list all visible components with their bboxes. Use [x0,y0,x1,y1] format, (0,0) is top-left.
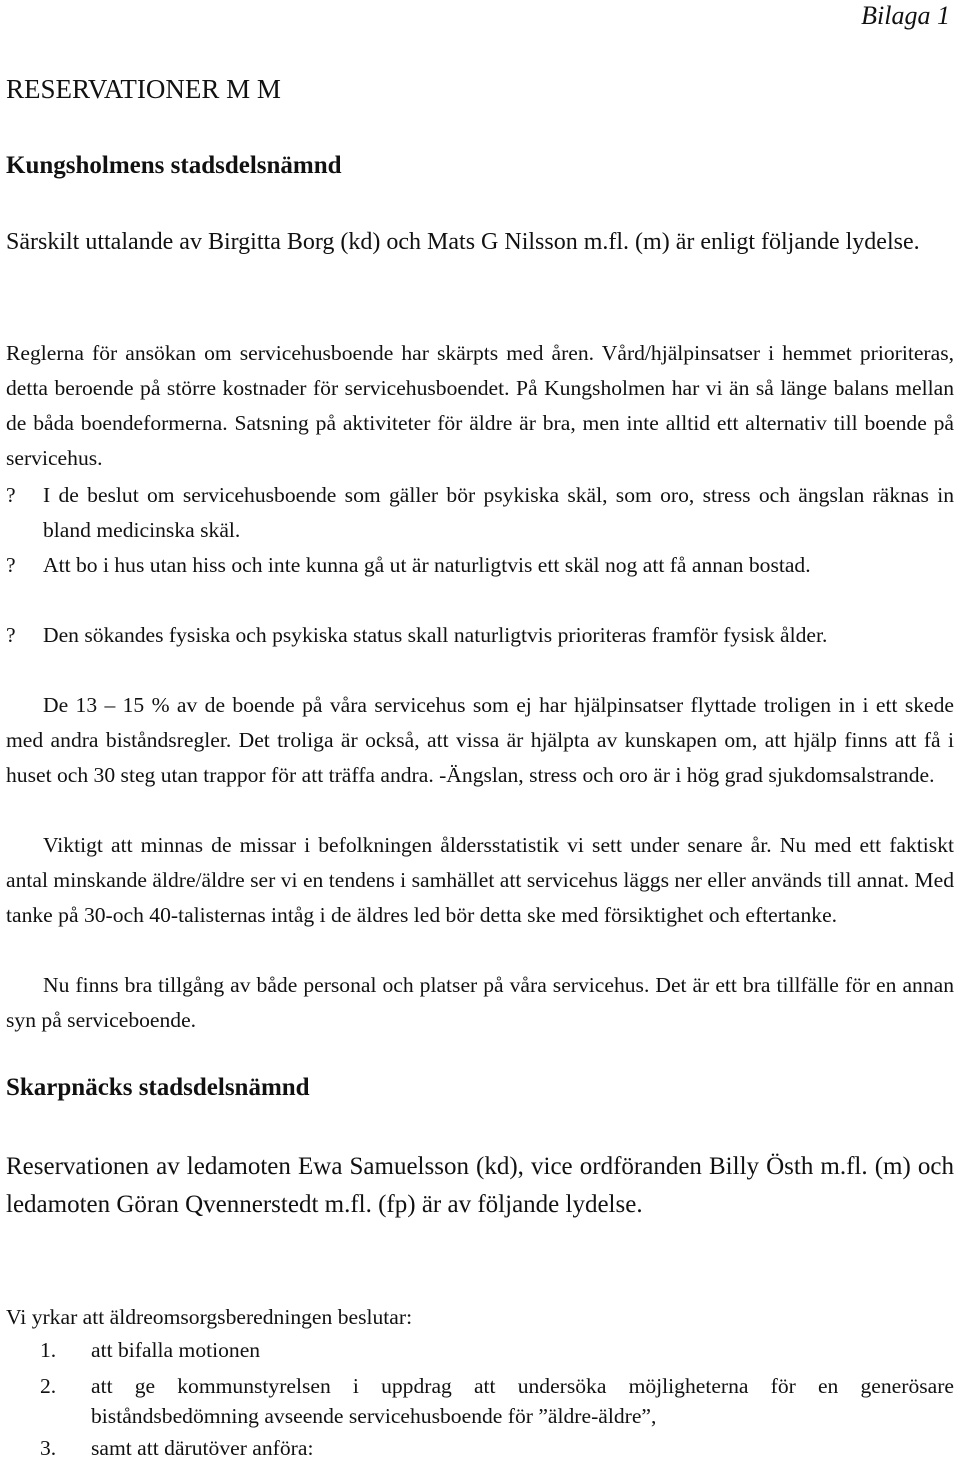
list-text: att bifalla motionen [91,1338,261,1362]
section-heading-kungsholmen: Kungsholmens stadsdelsnämnd [6,152,342,179]
list-item [40,1433,954,1463]
list-number: 1. [40,1338,57,1362]
bullet-marker: ? [6,553,16,577]
list-item [40,1335,954,1365]
body-paragraph-rules: Reglerna för ansökan om servicehusboende har skärpts med åren. Vård/hjälpinsatser i hemmet prioriteras, detta beroende på större kostnader för servicehusboendet. På Kungsholmen har vi än så länge balans mellan de båda boendeformerna. Satsning på aktiviteter för äldre är bra, men inte alltid ett alternativ till boende på servicehus. [6,341,954,470]
attachment-label: Bilaga 1 [861,1,950,30]
list-number: 3. [40,1436,57,1460]
list-text: samt att därutöver anföra: [91,1436,314,1460]
body-paragraph-residents: De 13 – 15 % av de boende på våra servicehus som ej har hjälpinsatser flyttade troligen in i ett skede med andra biståndsregler. Det troliga är också, att vissa är hjälpta av kunskapen om, att hjälp finns att få i huset och 30 steg utan trappor för att träffa andra. -Ängslan, stress och oro är i hög grad sjukdomsalstrande. [6,693,954,787]
bullet-text: I de beslut om servicehusboende som gäller bör psykiska skäl, som oro, stress och ängslan räknas in bland medicinska skäl. [43,483,954,542]
body-paragraph-statistics: Viktigt att minnas de missar i befolkningen åldersstatistik vi sett under senare år. Nu med ett faktiskt antal minskande äldre/äldre ser vi en tendens i samhället att servicehus läggs ner eller används till annat. Med tanke på 30-och 40-talisternas intåg i de äldres led bör detta ske med försiktighet och eftertanke. [6,833,954,927]
bullet-marker: ? [6,483,16,507]
body-paragraph-staffing: Nu finns bra tillgång av både personal och platser på våra servicehus. Det är ett bra tillfälle för en annan syn på serviceboende. [6,973,954,1032]
motion-intro: Vi yrkar att äldreomsorgsberedningen beslutar: [6,1305,413,1329]
page-title: RESERVATIONER M M [6,74,281,104]
bullet-text: Den sökandes fysiska och psykiska status skall naturligtvis prioriteras framför fysisk ålder. [43,623,828,647]
list-text: att ge kommunstyrelsen i uppdrag att undersöka möjligheterna för en generösare biståndsbedömning avseende servicehusboende för ”äldre-äldre”, [91,1374,954,1428]
section-heading-skarpnack: Skarpnäcks stadsdelsnämnd [6,1074,310,1101]
bullet-item [6,548,954,583]
list-item [40,1371,954,1431]
bullet-item [6,478,954,548]
bullet-item [6,618,954,653]
statement-paragraph: Särskilt uttalande av Birgitta Borg (kd) och Mats G Nilsson m.fl. (m) är enligt följande lydelse. [6,229,920,255]
bullet-marker: ? [6,623,16,647]
list-number: 2. [40,1374,57,1398]
reservation-paragraph: Reservationen av ledamoten Ewa Samuelsson (kd), vice ordföranden Billy Östh m.fl. (m) och ledamoten Göran Qvennerstedt m.fl. (fp) är av följande lydelse. [6,1153,954,1218]
bullet-text: Att bo i hus utan hiss och inte kunna gå ut är naturligtvis ett skäl nog att få annan bostad. [43,553,811,577]
